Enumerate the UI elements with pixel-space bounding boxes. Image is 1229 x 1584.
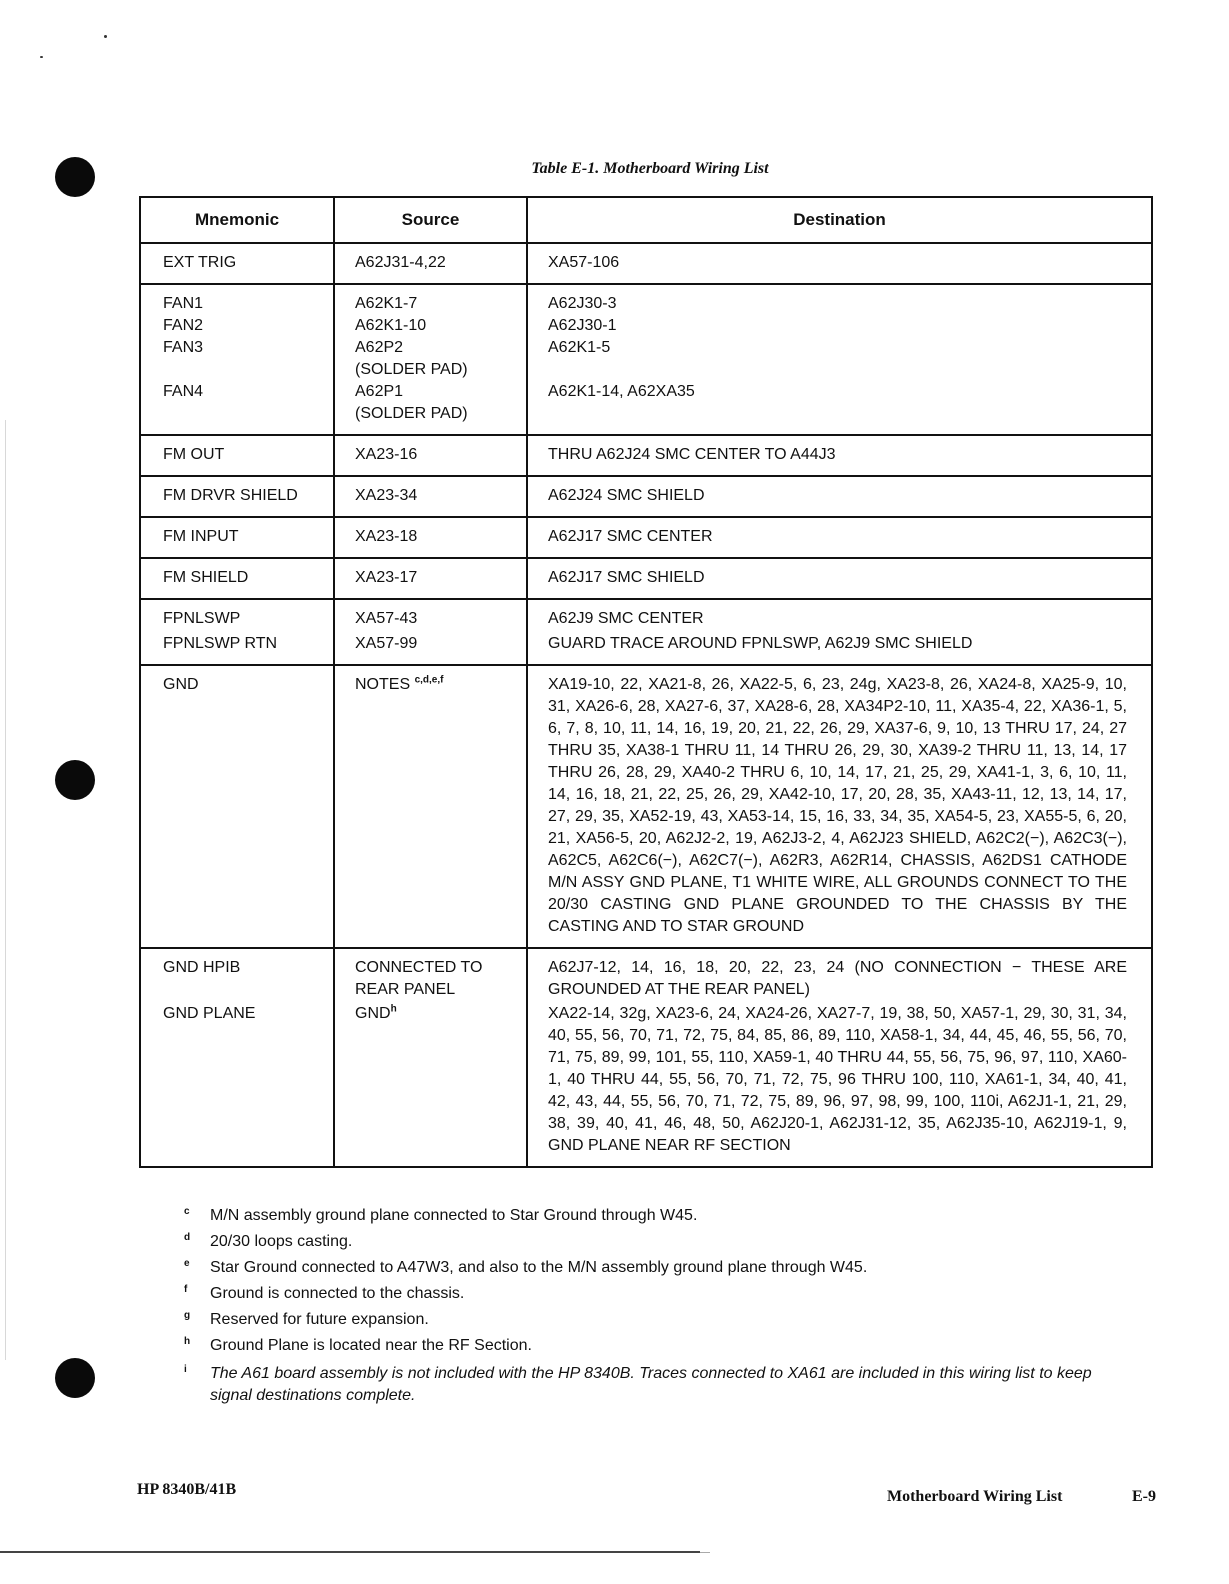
- table-row: [140, 284, 1152, 435]
- table-row: [140, 665, 1152, 948]
- source-cell: A62K1-7 A62K1-10 A62P2 (SOLDER PAD) A62P1 (SOLDER PAD): [334, 284, 527, 435]
- mnemonic-cell: GND HPIB GND PLANE: [140, 948, 334, 1167]
- footer-page-number: E-9: [1132, 1488, 1156, 1505]
- table-row: [140, 517, 1152, 558]
- mnemonic-cell: FM INPUT: [140, 517, 334, 558]
- source-cell: NOTES $^{c,d,e,f}$: [334, 665, 527, 948]
- destination-cell: A62J9 SMC CENTER GUARD TRACE AROUND FPNLSWP, A62J9 SMC SHIELD: [527, 599, 1152, 665]
- source-cell: XA23-34: [334, 476, 527, 517]
- source-cell: XA23-17: [334, 558, 527, 599]
- footer-section-title: Motherboard Wiring List: [887, 1488, 1063, 1505]
- footnote: f Ground is connected to the chassis.: [184, 1284, 465, 1302]
- table-row: [140, 243, 1152, 284]
- footer-model: HP 8340B/41B: [137, 1481, 237, 1498]
- scan-speck: [40, 56, 43, 58]
- source-cell: A62J31-4,22: [334, 243, 527, 284]
- binder-hole-middle: [55, 760, 95, 800]
- mnemonic-cell: FAN1 FAN2 FAN3 FAN4: [140, 284, 334, 435]
- destination-cell: XA19-10, 22, XA21-8, 26, XA22-5, 6, 23, 24g, XA23-8, 26, XA24-8, XA25-9, 10, 31, XA26-6, 28, XA27-6, 37, XA28-6, 28, XA34P2-10, 11, XA35-4, 22, XA36-1, 5, 6, 7, 8, 10, 11, 14, 16, 19, 20, 21, 22, 26, 29, XA37-6, 9, 10, 13 THRU 17, 24, 27 THRU 35, XA38-1 THRU 11, 14 THRU 26, 29, 30, XA39-2 THRU 11, 13, 14, 17 THRU 26, 28, 29, XA40-2 THRU 6, 10, 14, 17, 21, 25, 29, XA41-1, 3, 6, 10, 11, 14, 16, 18, 21, 22, 25, 26, 29, XA42-10, 17, 20, 28, 35, XA43-11, 12, 13, 14, 17, 27, 29, 35, XA52-19, 43, XA53-14, 15, 16, 33, 34, 35, XA54-5, 23, XA55-5, 6, 20, 21, XA56-5, 20, A62J2-2, 19, A62J3-2, 4, A62J23 SHIELD, A62C2(−), A62C3(−), A62C5, A62C6(−), A62C7(−), A62R3, A62R14, CHASSIS, A62DS1 CATHODE M/N ASSY GND PLANE, T1 WHITE WIRE, ALL GROUNDS CONNECT TO THE 20/30 CASTING GND PLANE GROUNDED TO THE CHASSIS BY THE CASTING AND TO STAR GROUND: [527, 665, 1152, 948]
- footnote-marks: c,d,e,f: [414, 674, 444, 686]
- scan-speck: [104, 35, 107, 38]
- footnote: c M/N assembly ground plane connected to Star Ground through W45.: [184, 1206, 698, 1224]
- bottom-rule-tail: [700, 1552, 710, 1553]
- source-cell: XA23-18: [334, 517, 527, 558]
- table-row: [140, 948, 1152, 1167]
- table-header-row: [140, 197, 1152, 243]
- table-row: [140, 558, 1152, 599]
- destination-cell: THRU A62J24 SMC CENTER TO A44J3: [527, 435, 1152, 476]
- mnemonic-cell: GND: [140, 665, 334, 948]
- destination-cell: A62J7-12, 14, 16, 18, 20, 22, 23, 24 (NO CONNECTION − THESE ARE GROUNDED AT THE REAR PANEL) XA22-14, 32g, XA23-6, 24, XA24-26, XA27-7, 19, 38, 50, XA57-1, 29, 30, 31, 34, 40, 55, 56, 70, 71, 72, 75, 84, 85, 86, 89, 110, XA58-1, 34, 44, 45, 46, 55, 56, 70, 71, 75, 89, 99, 101, 55, 110, XA59-1, 40 THRU 44, 55, 56, 75, 96, 97, 110, XA60-1, 40 THRU 44, 55, 56, 70, 71, 72, 75, 96 THRU 100, 110, XA61-1, 34, 40, 41, 42, 43, 44, 55, 56, 70, 71, 72, 75, 89, 96, 97, 98, 99, 100, 110i, A62J1-1, 21, 29, 38, 39, 40, 41, 46, 48, 50, A62J20-1, A62J31-12, 35, A62J35-10, A62J19-1, 9, GND PLANE NEAR RF SECTION: [527, 948, 1152, 1167]
- mnemonic-cell: FPNLSWP FPNLSWP RTN: [140, 599, 334, 665]
- header-source: Source: [334, 197, 527, 243]
- destination-cell: A62J17 SMC CENTER: [527, 517, 1152, 558]
- wiring-table: [139, 196, 1153, 1168]
- table-row: [140, 476, 1152, 517]
- mnemonic-cell: FM OUT: [140, 435, 334, 476]
- footnote: g Reserved for future expansion.: [184, 1310, 429, 1328]
- table-row: [140, 435, 1152, 476]
- mnemonic-cell: FM DRVR SHIELD: [140, 476, 334, 517]
- mnemonic-cell: FM SHIELD: [140, 558, 334, 599]
- table-caption: Table E-1. Motherboard Wiring List: [531, 160, 769, 177]
- source-cell: XA57-43 XA57-99: [334, 599, 527, 665]
- destination-cell: XA57-106: [527, 243, 1152, 284]
- footnote: h Ground Plane is located near the RF Section.: [184, 1336, 532, 1354]
- footnote: e Star Ground connected to A47W3, and also to the M/N assembly ground plane through W45.: [184, 1258, 868, 1276]
- table-row: [140, 599, 1152, 665]
- header-mnemonic: Mnemonic: [140, 197, 334, 243]
- mnemonic-cell: EXT TRIG: [140, 243, 334, 284]
- footnote: d 20/30 loops casting.: [184, 1232, 353, 1250]
- header-destination: Destination: [527, 197, 1152, 243]
- scan-margin-line: [5, 420, 6, 1360]
- footnotes: [184, 1203, 1124, 1407]
- bottom-rule: [0, 1551, 700, 1553]
- footnote: i The A61 board assembly is not included with the HP 8340B. Traces connected to XA61 are included in this wiring list to keep signal destinations complete.: [184, 1364, 1092, 1404]
- source-cell: XA23-16: [334, 435, 527, 476]
- source-cell: CONNECTED TO REAR PANEL GND$^h$: [334, 948, 527, 1167]
- binder-hole-bottom: [55, 1358, 95, 1398]
- destination-cell: A62J17 SMC SHIELD: [527, 558, 1152, 599]
- destination-cell: A62J24 SMC SHIELD: [527, 476, 1152, 517]
- destination-cell: A62J30-3 A62J30-1 A62K1-5 A62K1-14, A62XA35: [527, 284, 1152, 435]
- footnote-mark: h: [390, 1003, 397, 1015]
